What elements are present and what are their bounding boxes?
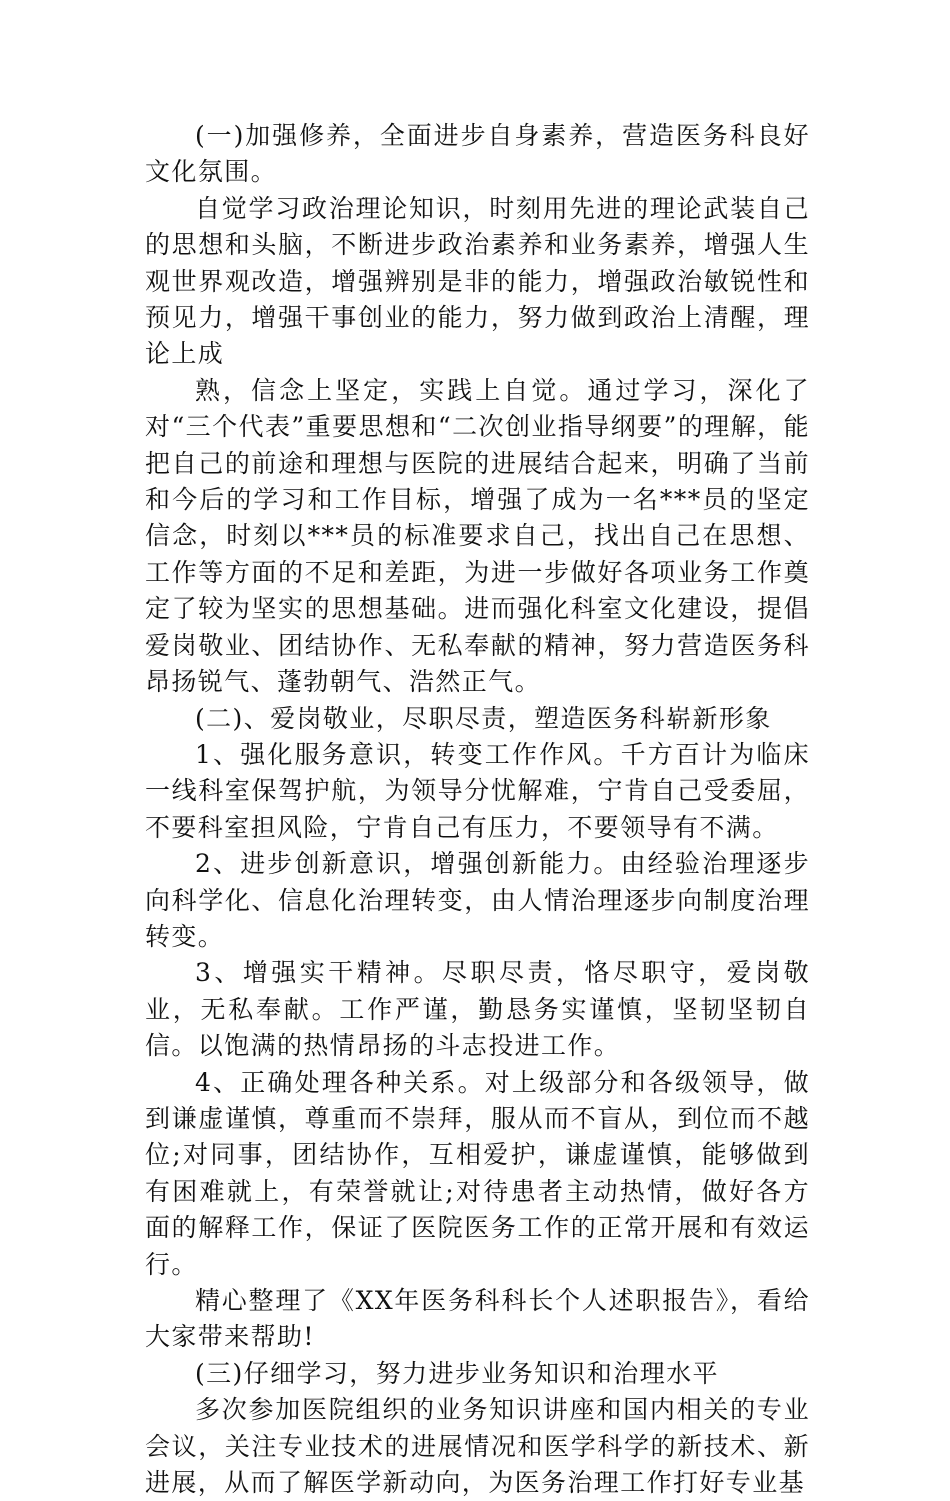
body-paragraph: 多次参加医院组织的业务知识讲座和国内相关的专业会议，关注专业技术的进展情况和医学科学的新技术、新进展，从而了解医学新动向，为医务治理工作打好专业基 xyxy=(145,1395,810,1498)
section-heading-2: (二)、爱岗敬业，尽职尽责，塑造医务科崭新形象 xyxy=(195,703,772,733)
list-item-2: 2、进步创新意识，增强创新能力。由经验治理逐步向科学化、信息化治理转变，由人情治理逐步向制度治理转变。 xyxy=(145,849,810,951)
section-heading-3: (三)仔细学习，努力进步业务知识和治理水平 xyxy=(195,1358,719,1388)
list-item-4: 4、正确处理各种关系。对上级部分和各级领导，做到谦虚谨慎，尊重而不崇拜，服从而不盲从，到位而不越位;对同事，团结协作，互相爱护，谦虚谨慎，能够做到有困难就上，有荣誉就让;对待患者主动热情，做好各方面的解释工作，保证了医院医务工作的正常开展和有效运行。 xyxy=(145,1067,810,1279)
body-paragraph: 自觉学习政治理论知识，时刻用先进的理论武装自己的思想和头脑，不断进步政治素养和业务素养，增强人生观世界观改造，增强辨别是非的能力，增强政治敏锐性和预见力，增强干事创业的能力，努力做到政治上清醒，理论上成 xyxy=(145,193,810,369)
list-item-3: 3、增强实干精神。尽职尽责，恪尽职守，爱岗敬业，无私奉献。工作严谨，勤恳务实谨慎，坚韧坚韧自信。以饱满的热情昂扬的斗志投进工作。 xyxy=(145,958,810,1061)
section-heading-1: (一)加强修养，全面进步自身素养，营造医务科良好文化氛围。 xyxy=(145,121,810,187)
body-paragraph: 熟，信念上坚定，实践上自觉。通过学习，深化了对“三个代表”重要思想和“二次创业指导纲要”的理解，能把自己的前途和理想与医院的进展结合起来，明确了当前和今后的学习和工作目标，增强了成为一名***员的坚定信念，时刻以***员的标准要求自己，找出自己在思想、工作等方面的不足和差距，为进一步做好各项业务工作奠定了较为坚实的思想基础。进而强化科室文化建设，提倡爱岗敬业、团结协作、无私奉献的精神，努力营造医务科昂扬锐气、蓬勃朝气、浩然正气。 xyxy=(145,375,810,697)
list-item-1: 1、强化服务意识，转变工作作风。千方百计为临床一线科室保驾护航，为领导分忧解难，宁肯自己受委屈，不要科室担风险，宁肯自己有压力，不要领导有不满。 xyxy=(145,739,810,842)
body-paragraph: 精心整理了《XX年医务科科长个人述职报告》，看给大家带来帮助! xyxy=(145,1286,810,1352)
document-body xyxy=(145,118,810,1501)
